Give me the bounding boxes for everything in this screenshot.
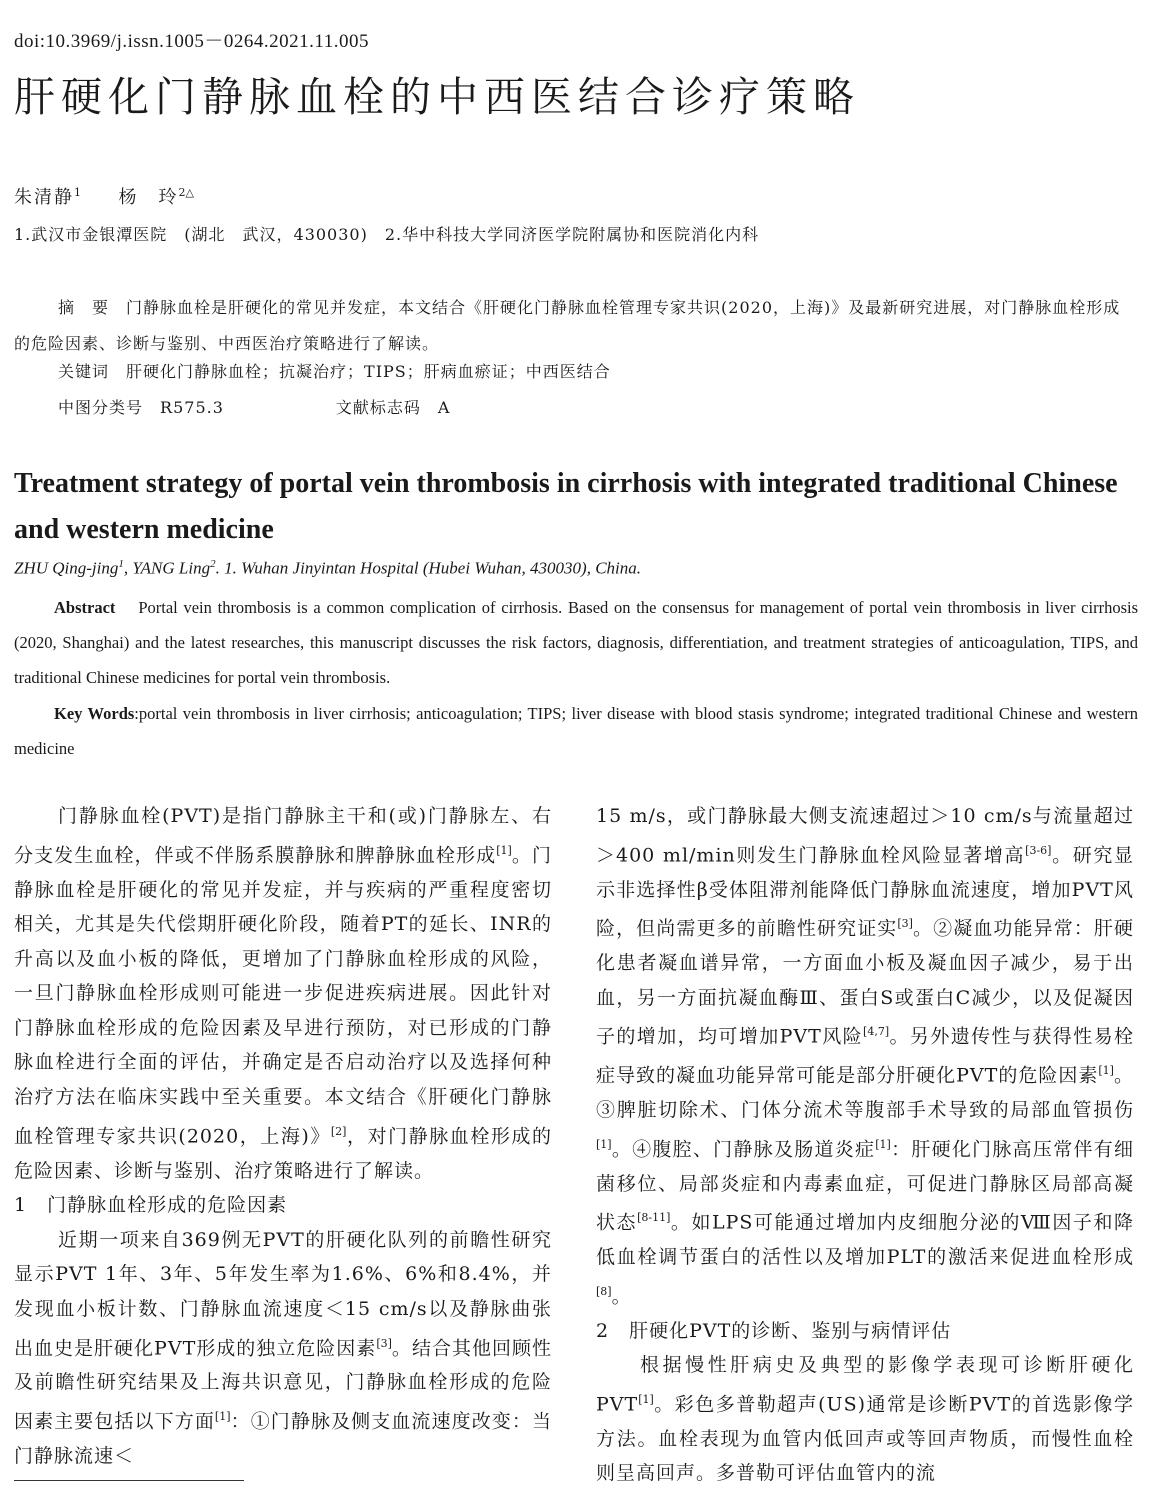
body-text: ：肝硬化门脉高压常伴有细菌移位、局部炎症和内毒素血症，可促进门静脉区局部高凝状态 (596, 1137, 1134, 1234)
keywords-chinese (58, 360, 611, 384)
body-text: 。彩色多普勒超声(US)通常是诊断PVT的首选影像学方法。血栓表现为血管内低回声或等回声物质，而慢性血栓则呈高回声。多普勒可评估血管内的流 (596, 1393, 1134, 1485)
body-text: 。②凝血功能异常：肝硬化患者凝血谱异常，一方面血小板及凝血因子减少，易于出血，另一方面抗凝血酶Ⅲ、蛋白S或蛋白C减少，以及促凝因子的增加，均可增加PVT风险 (596, 917, 1134, 1048)
abstract-label: 摘 要 (58, 298, 110, 317)
body-text: 门静脉血栓(PVT)是指门静脉主干和(或)门静脉左、右分支发生血栓，伴或不伴肠系膜静脉和脾静脉血栓形成 (14, 805, 552, 866)
doc-code-label: 文献标志码 (335, 398, 421, 417)
citation: [3] (376, 1336, 392, 1350)
citation: [3] (897, 917, 913, 931)
citation: [4,7] (863, 1025, 890, 1039)
citation: [2] (330, 1124, 347, 1138)
affiliation-line: 1.武汉市金银潭医院 (湖北 武汉，430030) 2.华中科技大学同济医学院附属协和医院消化内科 (14, 225, 760, 244)
abstract-text: 门静脉血栓是肝硬化的常见并发症，本文结合《肝硬化门静脉血栓管理专家共识(2020，上海)》及最新研究进展，对门静脉血栓形成的危险因素、诊断与鉴别、中西医治疗策略进行了解读。 (14, 298, 1121, 353)
author-name-english: YANG Ling (132, 558, 211, 578)
body-text: 。③脾脏切除术、门体分流术等腹部手术导致的局部血管损伤 (596, 1064, 1134, 1122)
citation: [3-6] (1025, 843, 1052, 857)
abstract-text-english: Portal vein thrombosis is a common complication of cirrhosis. Based on the consensus for management of portal vein thrombosis in liver cirrhosis (2020, Shanghai) and the latest researches, this manuscript discusses the risk factors, diagnosis, differentiation, and treatment strategies of anticoagulation, TIPS, and traditional Chinese medicines for portal vein thrombosis. (14, 598, 1138, 687)
footnote-divider (14, 1480, 244, 1481)
author-name-english: ZHU Qing-jing (14, 558, 119, 578)
citation: [8] (596, 1284, 612, 1298)
keywords-label-english: Key Words (54, 704, 135, 723)
doi-line: doi:10.3969/j.issn.1005－0264.2021.11.005 (14, 31, 369, 52)
affiliation-english: . 1. Wuhan Jinyintan Hospital (Hubei Wuhan, 430030), China. (215, 558, 642, 578)
body-text: 根据慢性肝病史及典型的影像学表现可诊断肝硬化PVT (596, 1354, 1134, 1416)
keywords-english: Key Words:portal vein thrombosis in liver cirrhosis; anticoagulation; TIPS; liver disease with blood stasis syndrome; integrated traditional Chinese and western medicine (14, 704, 1138, 758)
clc-value: R575.3 (160, 398, 224, 417)
body-text: 。另外遗传性与获得性易栓症导致的凝血功能异常可能是部分肝硬化PVT的危险因素 (596, 1025, 1134, 1087)
body-text: ，对门静脉血栓形成的危险因素、诊断与鉴别、治疗策略进行了解读。 (14, 1125, 552, 1182)
clc-label: 中图分类号 (58, 398, 144, 417)
body-paragraph (596, 1348, 1134, 1491)
author-line (14, 183, 194, 209)
abstract-chinese (14, 290, 1136, 362)
body-text: 。研究显示非选择性β受体阻滞剂能降低门静脉血流速度，增加PVT风险，但尚需更多的前瞻性研究证实 (596, 843, 1134, 940)
body-text: 。如LPS可能通过增加内皮细胞分泌的Ⅷ因子和降低血栓调节蛋白的活性以及增加PLT的激活来促进血栓形成 (596, 1211, 1134, 1269)
author-line-english: ZHU Qing-jing$^1$, YANG Ling$^2$. 1. Wuhan Jinyintan Hospital (Hubei Wuhan, 430030), China. (14, 558, 642, 578)
body-column-left (14, 799, 552, 1474)
body-text: 15 m/s，或门静脉最大侧支流速超过＞10 cm/s与流量超过＞400 ml/min则发生门静脉血栓风险显著增高 (596, 805, 1134, 866)
author-name: 朱清静 (14, 187, 74, 208)
body-text: 近期一项来自369例无PVT的肝硬化队列的前瞻性研究显示PVT 1年、3年、5年发生率为1.6%、6%和8.4%，并发现血小板计数、门静脉血流速度＜15 cm/s以及静脉曲张出血史是肝硬化PVT形成的独立危险因素 (14, 1228, 552, 1359)
keywords-label: 关键词 (58, 362, 110, 381)
abstract-label-english: Abstract (54, 598, 116, 617)
title-english: Treatment strategy of portal vein thrombosis in cirrhosis with integrated traditional Chinese and western medicine (14, 468, 1118, 545)
section-heading: 2 肝硬化PVT的诊断、鉴别与病情评估 (596, 1319, 952, 1342)
keywords-text: 肝硬化门静脉血栓；抗凝治疗；TIPS；肝病血瘀证；中西医结合 (126, 362, 611, 381)
author-superscript: 2△ (178, 186, 194, 199)
title-chinese: 肝硬化门静脉血栓的中西医结合诊疗策略 (14, 73, 860, 121)
body-text: 。④腹腔、门静脉及肠道炎症 (611, 1137, 876, 1160)
body-paragraph (596, 799, 1134, 1314)
author-superscript: 1 (118, 558, 124, 570)
section-heading: 1 门静脉血栓形成的危险因素 (14, 1194, 288, 1217)
keywords-text-english: portal vein thrombosis in liver cirrhosis; anticoagulation; TIPS; liver disease with blood stasis syndrome; integrated traditional Chinese and western medicine (14, 704, 1138, 758)
body-text: ：①门静脉及侧支血流速度改变：当门静脉流速＜ (14, 1410, 552, 1467)
citation: [1] (496, 843, 512, 857)
body-paragraph (14, 1223, 552, 1474)
body-column-right (596, 799, 1134, 1491)
body-paragraph (14, 799, 552, 1188)
citation: [1] (596, 1137, 612, 1151)
body-text: 。 (611, 1285, 632, 1308)
citation: [8-11] (637, 1211, 671, 1225)
citation: [1] (1098, 1064, 1114, 1078)
citation: [1] (875, 1137, 891, 1151)
classification-line (58, 395, 450, 418)
citation: [1] (638, 1392, 654, 1406)
body-text: 。结合其他回顾性及前瞻性研究结果及上海共识意见，门静脉血栓形成的危险因素主要包括以下方面 (14, 1336, 552, 1433)
author-superscript: 1 (74, 186, 81, 199)
doc-code-value: A (437, 398, 451, 417)
author-name: 杨 玲 (118, 187, 179, 208)
body-text: 。门静脉血栓是肝硬化的常见并发症，并与疾病的严重程度密切相关，尤其是失代偿期肝硬化阶段，随着PT的延长、INR的升高以及血小板的降低，更增加了门静脉血栓形成的风险，一旦门静脉血栓形成则可能进一步促进疾病进展。因此针对门静脉血栓形成的危险因素及早进行预防，对已形成的门静脉血栓进行全面的评估，并确定是否启动治疗以及选择何种治疗方法在临床实践中至关重要。本文结合《肝硬化门静脉血栓管理专家共识(2020，上海)》 (14, 843, 552, 1147)
author-superscript: 2 (210, 558, 216, 570)
citation: [1] (214, 1410, 231, 1424)
abstract-english (14, 590, 1138, 695)
